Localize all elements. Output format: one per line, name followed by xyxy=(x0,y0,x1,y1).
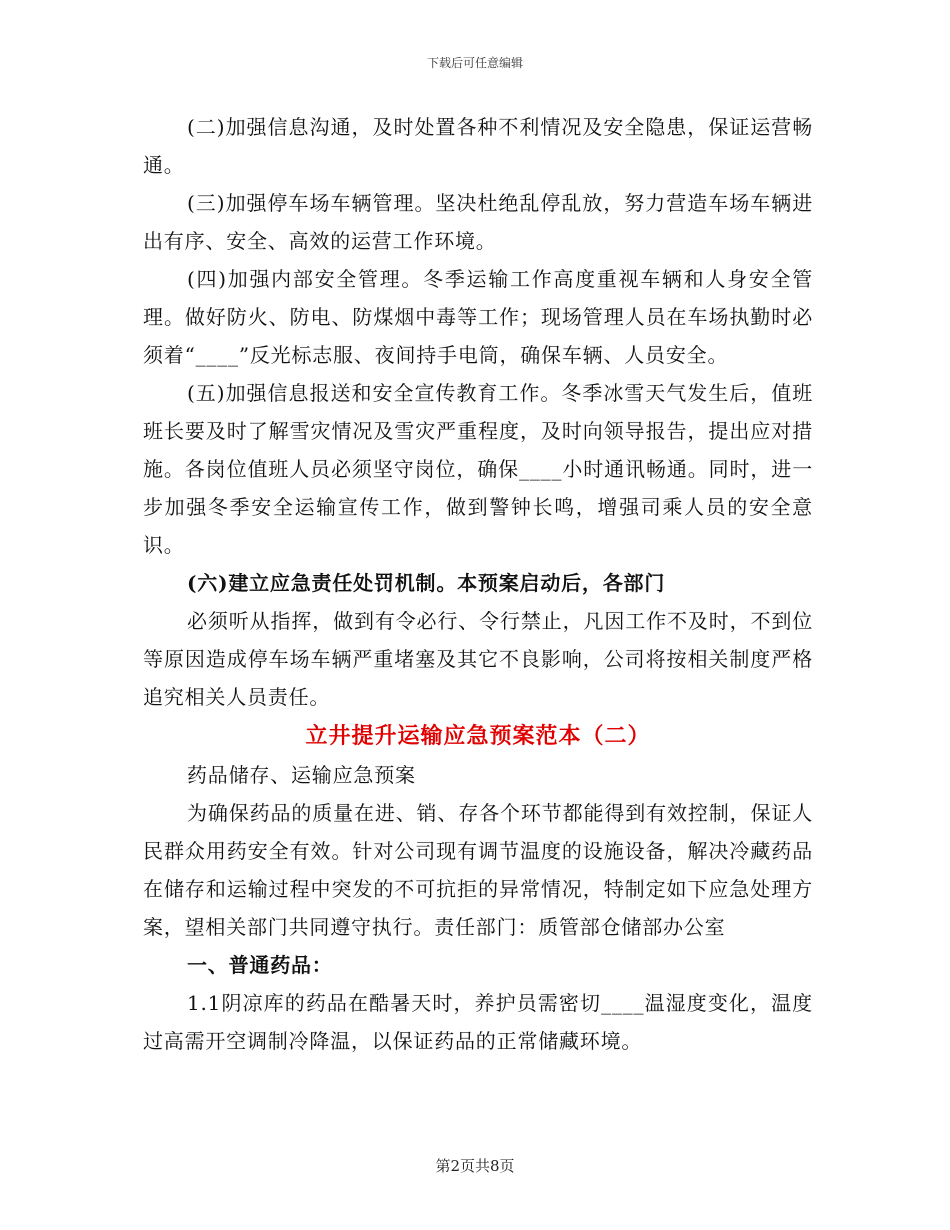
section-subtitle: 药品储存、运输应急预案 xyxy=(187,763,416,787)
paragraph-6-heading: (六)建立应急责任处罚机制。本预案启动后，各部门 xyxy=(187,571,666,595)
section-title: 立井提升运输应急预案范本（二） xyxy=(305,723,651,749)
paragraph-2: (二)加强信息沟通，及时处置各种不利情况及安全隐患，保证运营畅通。 xyxy=(143,115,813,177)
document-body xyxy=(143,108,813,1060)
paragraph-3: (三)加强停车场车辆管理。坚决杜绝乱停乱放，努力营造车场车辆进出有序、安全、高效的运营工作环境。 xyxy=(143,191,813,253)
paragraph-4: (四)加强内部安全管理。冬季运输工作高度重视车辆和人身安全管理。做好防火、防电、防煤烟中毒等工作；现场管理人员在车场执勤时必须着“____”反光标志服、夜间持手电筒，确保车辆、人员安全。 xyxy=(143,267,813,367)
page-header: 下载后可任意编辑 xyxy=(426,56,523,70)
page-footer: 第2页共8页 xyxy=(435,1157,515,1175)
section-intro: 为确保药品的质量在进、销、存各个环节都能得到有效控制，保证人民群众用药安全有效。针对公司现有调节温度的设施设备，解决冷藏药品在储存和运输过程中突发的不可抗拒的异常情况，特制定如下应急处理方案，望相关部门共同遵守执行。责任部门：质管部仓储部办公室 xyxy=(143,801,813,939)
section-heading: 一、普通药品： xyxy=(187,953,333,977)
paragraph-6-body: 必须听从指挥，做到有令必行、令行禁止，凡因工作不及时，不到位等原因造成停车场车辆严重堵塞及其它不良影响，公司将按相关制度严格追究相关人员责任。 xyxy=(143,609,813,709)
section-item-1-1: 1.1阴凉库的药品在酷暑天时，养护员需密切____温湿度变化，温度过高需开空调制冷降温，以保证药品的正常储藏环境。 xyxy=(143,991,813,1053)
paragraph-5: (五)加强信息报送和安全宣传教育工作。冬季冰雪天气发生后，值班班长要及时了解雪灾情况及雪灾严重程度，及时向领导报告，提出应对措施。各岗位值班人员必须坚守岗位，确保____小时通讯畅通。同时，进一步加强冬季安全运输宣传工作，做到警钟长鸣，增强司乘人员的安全意识。 xyxy=(143,381,813,557)
